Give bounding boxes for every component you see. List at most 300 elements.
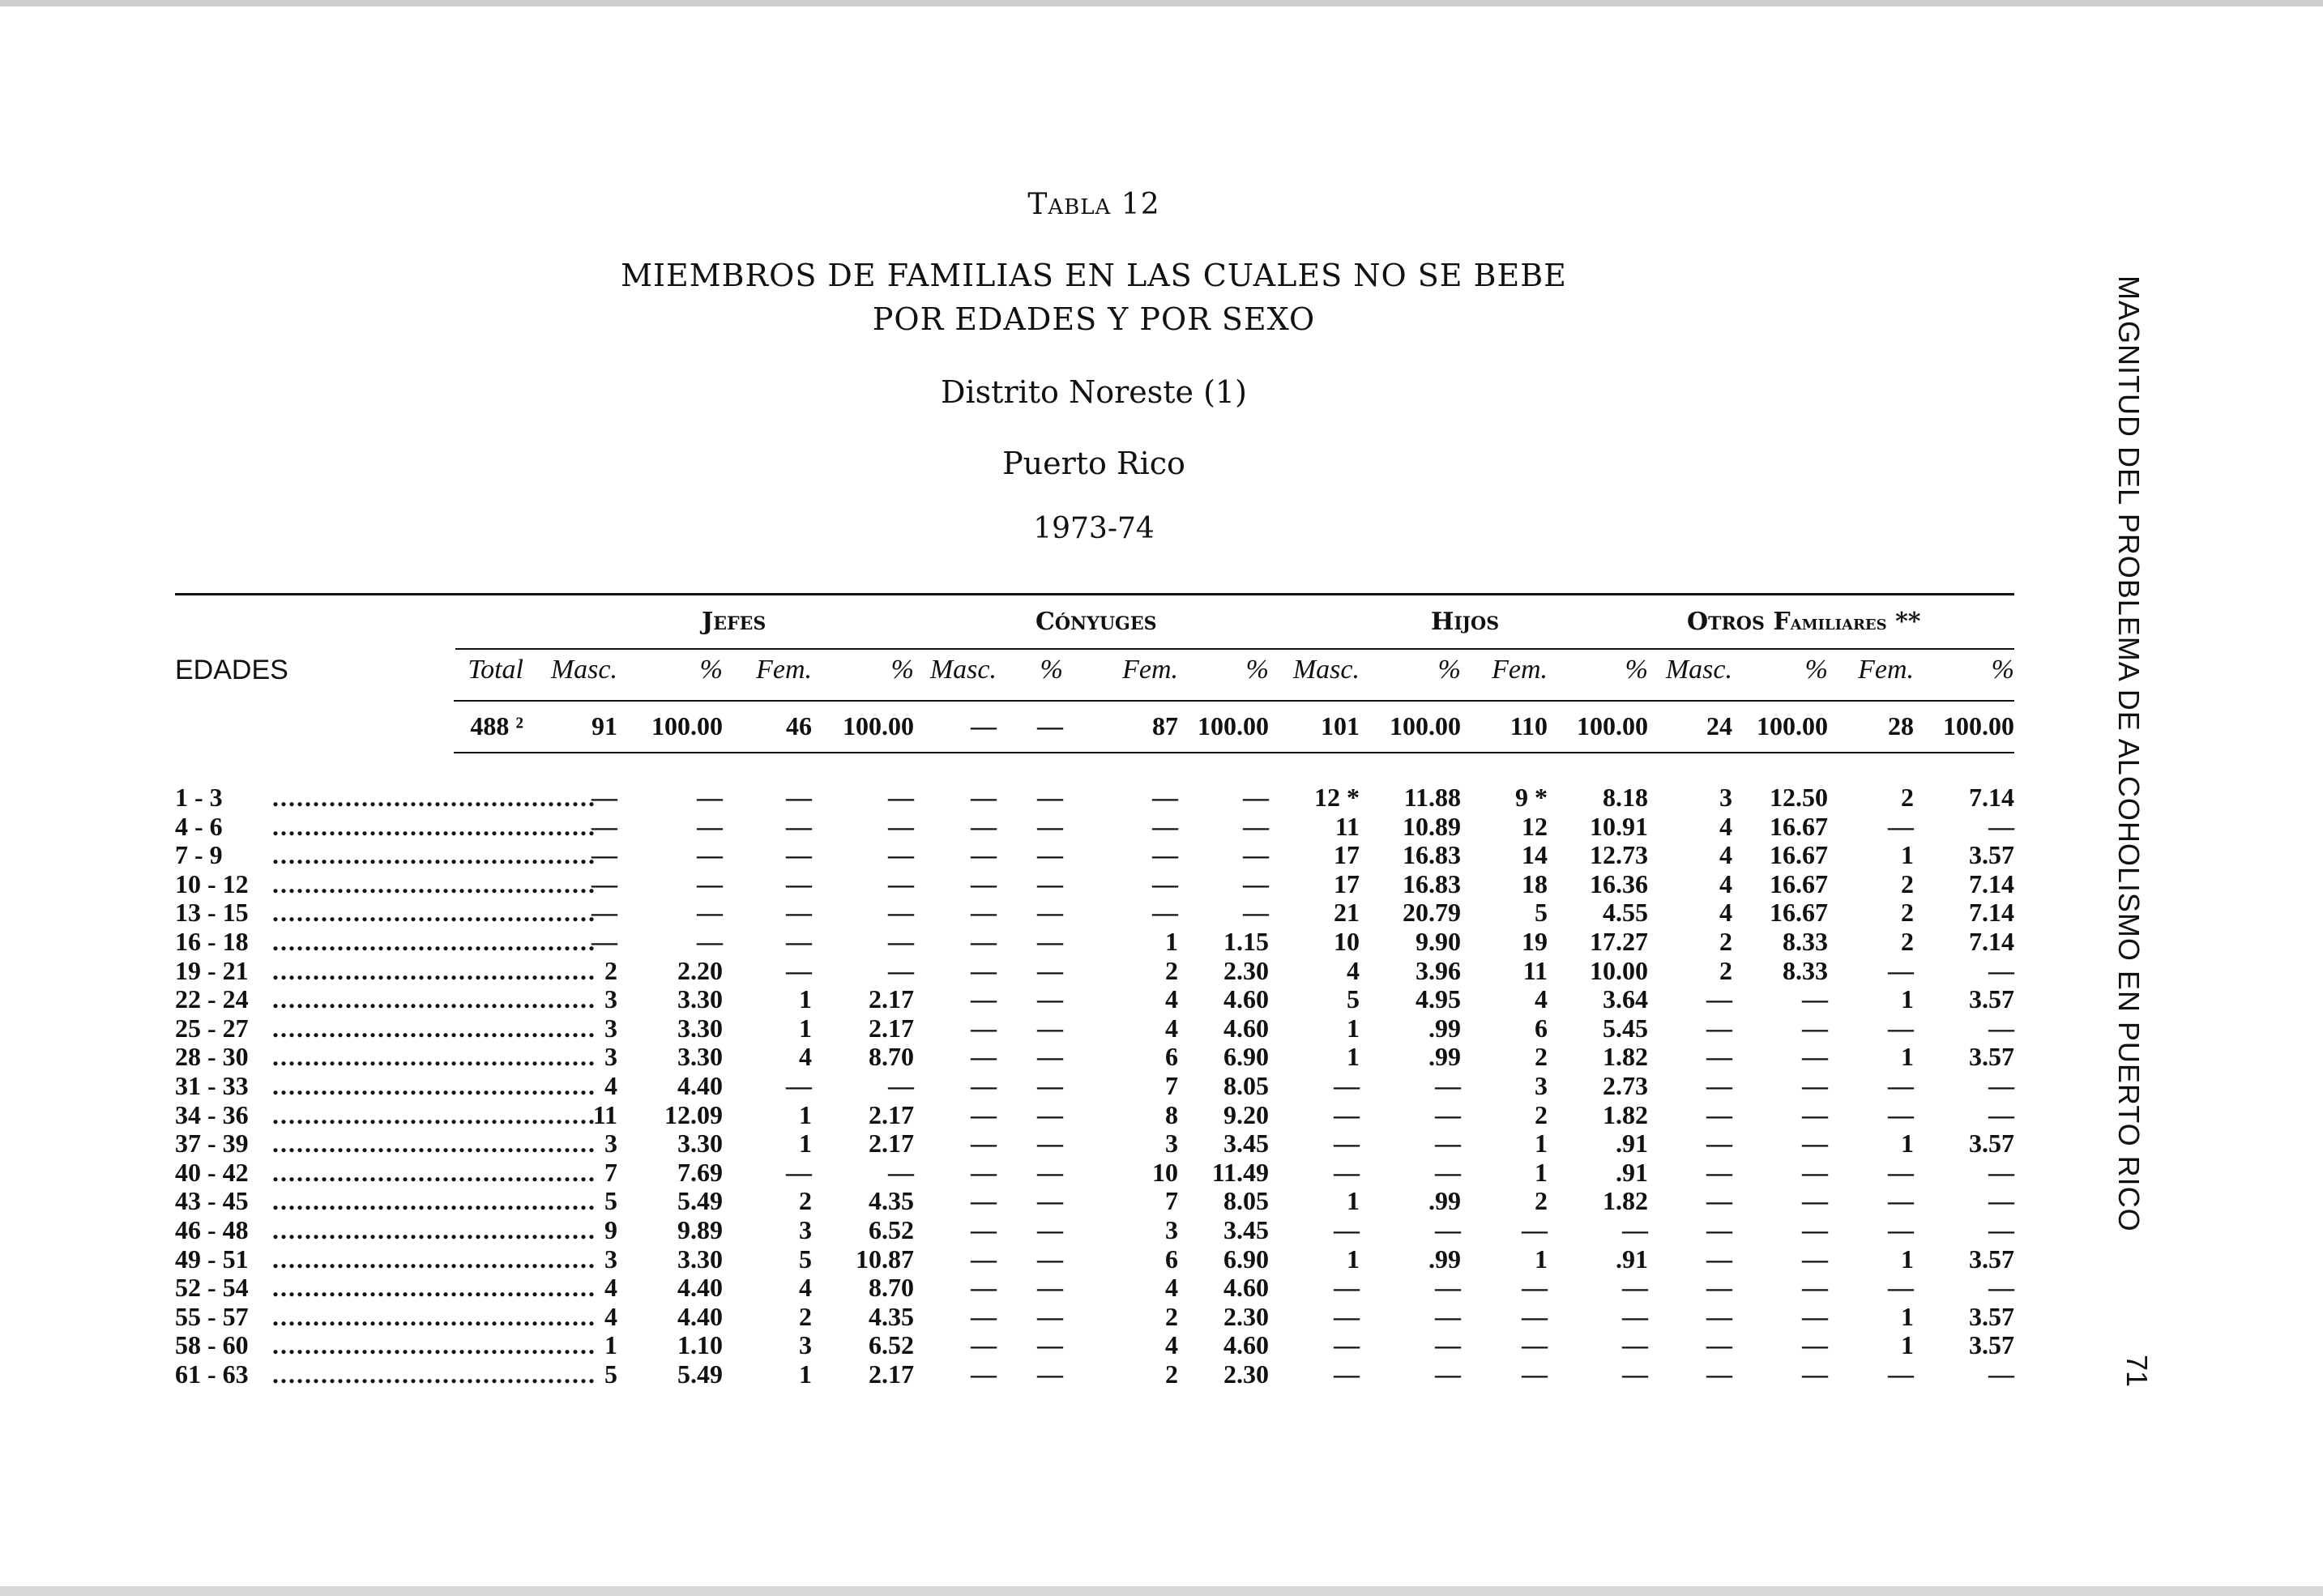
table-cell: 5.45 bbox=[1603, 1014, 1648, 1043]
group-header-jefes: JEFES bbox=[702, 608, 767, 636]
table-cell: 2.17 bbox=[869, 1014, 914, 1043]
age-range-label bbox=[175, 1330, 596, 1359]
leader-dots: ........................................ bbox=[272, 1158, 596, 1187]
column-header-masc: Masc. bbox=[1665, 655, 1732, 685]
table-cell: — bbox=[971, 1014, 997, 1043]
age-range-text: 37 - 39 bbox=[175, 1129, 249, 1158]
table-cell: — bbox=[786, 812, 812, 841]
table-cell: — bbox=[1243, 783, 1269, 812]
table-number: 12 bbox=[1121, 188, 1160, 221]
total-cell: 100.00 bbox=[1577, 711, 1648, 740]
total-cell: — bbox=[1037, 711, 1063, 740]
table-cell: — bbox=[1334, 1359, 1360, 1389]
table-cell: — bbox=[1037, 1100, 1063, 1129]
table-cell: — bbox=[1152, 869, 1178, 898]
age-range-label bbox=[175, 1100, 596, 1129]
table-cell: 3.57 bbox=[1969, 1129, 2014, 1158]
table-cell: 6.90 bbox=[1223, 1244, 1269, 1274]
age-range-text: 10 - 12 bbox=[175, 869, 249, 898]
age-range-label bbox=[175, 1071, 596, 1100]
table-cell: — bbox=[1037, 984, 1063, 1014]
age-range-text: 22 - 24 bbox=[175, 984, 249, 1014]
table-cell: 21 bbox=[1334, 898, 1360, 927]
table-cell: — bbox=[1435, 1302, 1461, 1331]
table-cell: 6.90 bbox=[1223, 1042, 1269, 1071]
table-cell: 4 bbox=[1719, 840, 1732, 869]
table-cell: 3.57 bbox=[1969, 1042, 2014, 1071]
table-row bbox=[175, 1100, 2014, 1129]
table-cell: 5.49 bbox=[677, 1186, 723, 1215]
leader-dots: ........................................ bbox=[272, 1071, 596, 1100]
table-cell: — bbox=[1037, 1186, 1063, 1215]
table-cell: 10.00 bbox=[1590, 956, 1648, 985]
column-header-fem: Fem. bbox=[1858, 655, 1914, 685]
total-row-rule bbox=[454, 752, 2014, 753]
age-range-label bbox=[175, 869, 596, 898]
total-cell: 100.00 bbox=[843, 711, 914, 740]
running-title: MAGNITUD DEL PROBLEMA DE ALCOHOLISMO EN PUERTO RICO bbox=[2112, 275, 2146, 1232]
age-range-label bbox=[175, 1186, 596, 1215]
table-cell: — bbox=[1706, 1215, 1732, 1244]
leader-dots: ........................................ bbox=[272, 1129, 596, 1158]
column-header-pct: % bbox=[1625, 655, 1648, 685]
table-cell: — bbox=[1988, 1014, 2014, 1043]
table-cell: — bbox=[1152, 898, 1178, 927]
table-cell: 5 bbox=[604, 1186, 617, 1215]
table-cell: 3 bbox=[1535, 1071, 1548, 1100]
table-cell: — bbox=[1706, 1129, 1732, 1158]
column-header-pct: % bbox=[890, 655, 914, 685]
table-cell: 16.67 bbox=[1770, 812, 1828, 841]
table-cell: — bbox=[1802, 1186, 1828, 1215]
table-row bbox=[175, 1330, 2014, 1359]
table-cell: — bbox=[591, 869, 617, 898]
age-range-text: 13 - 15 bbox=[175, 898, 249, 927]
district-label: Distrito Noreste (1) bbox=[941, 374, 1247, 410]
table-cell: 2 bbox=[1901, 783, 1914, 812]
age-range-text: 19 - 21 bbox=[175, 956, 249, 985]
table-cell: 3.30 bbox=[677, 1014, 723, 1043]
leader-dots: ........................................ bbox=[272, 1273, 596, 1302]
table-cell: — bbox=[697, 840, 723, 869]
table-cell: 3 bbox=[604, 1129, 617, 1158]
table-cell: — bbox=[1037, 869, 1063, 898]
table-cell: 4 bbox=[1165, 984, 1178, 1014]
total-cell: 91 bbox=[591, 711, 617, 740]
age-range-label bbox=[175, 984, 596, 1014]
age-range-label bbox=[175, 1359, 596, 1389]
table-cell: — bbox=[971, 1273, 997, 1302]
table-cell: — bbox=[971, 927, 997, 956]
table-cell: — bbox=[1888, 1359, 1914, 1389]
table-cell: 16.36 bbox=[1590, 869, 1648, 898]
table-cell: 16.67 bbox=[1770, 898, 1828, 927]
table-cell: — bbox=[1522, 1215, 1548, 1244]
table-cell: — bbox=[1888, 956, 1914, 985]
table-cell: — bbox=[1037, 1359, 1063, 1389]
table-cell: 2 bbox=[1901, 898, 1914, 927]
table-cell: — bbox=[591, 812, 617, 841]
table-cell: — bbox=[1037, 1129, 1063, 1158]
table-cell: — bbox=[971, 1071, 997, 1100]
table-row bbox=[175, 1158, 2014, 1187]
table-cell: 1.82 bbox=[1603, 1100, 1648, 1129]
table-cell: 3.57 bbox=[1969, 1302, 2014, 1331]
table-cell: 2 bbox=[1901, 869, 1914, 898]
table-cell: 10.89 bbox=[1403, 812, 1461, 841]
page-number: 71 bbox=[2120, 1355, 2154, 1388]
table-row bbox=[175, 1359, 2014, 1389]
table-cell: 7.14 bbox=[1969, 927, 2014, 956]
age-range-label bbox=[175, 927, 596, 956]
table-cell: 1 bbox=[1535, 1129, 1548, 1158]
table-cell: — bbox=[1802, 1244, 1828, 1274]
table-cell: 5 bbox=[799, 1244, 812, 1274]
leader-dots: ........................................ bbox=[272, 783, 596, 812]
table-row bbox=[175, 1071, 2014, 1100]
table-cell: 14 bbox=[1522, 840, 1548, 869]
table-cell: 1.10 bbox=[677, 1330, 723, 1359]
table-cell: 5 bbox=[1347, 984, 1360, 1014]
table-cell: — bbox=[1706, 1100, 1732, 1129]
table-cell: — bbox=[1802, 1359, 1828, 1389]
table-cell: — bbox=[971, 1186, 997, 1215]
column-header-total: Total bbox=[468, 655, 523, 685]
table-cell: — bbox=[971, 869, 997, 898]
age-range-label bbox=[175, 783, 596, 812]
table-cell: — bbox=[1435, 1071, 1461, 1100]
table-cell: — bbox=[1802, 1100, 1828, 1129]
table-cell: — bbox=[1802, 1158, 1828, 1187]
table-cell: 1 bbox=[799, 1359, 812, 1389]
table-cell: — bbox=[1334, 1215, 1360, 1244]
table-cell: .91 bbox=[1616, 1129, 1648, 1158]
table-cell: — bbox=[1037, 812, 1063, 841]
table-cell: — bbox=[1152, 812, 1178, 841]
table-cell: 4 bbox=[604, 1273, 617, 1302]
table-cell: 6 bbox=[1535, 1014, 1548, 1043]
total-cell: 87 bbox=[1152, 711, 1178, 740]
table-cell: 11 bbox=[1522, 956, 1548, 985]
table-cell: — bbox=[1435, 1330, 1461, 1359]
table-cell: — bbox=[786, 898, 812, 927]
table-cell: 2 bbox=[1901, 927, 1914, 956]
table-cell: — bbox=[1152, 840, 1178, 869]
table-cell: 11 bbox=[1334, 812, 1360, 841]
table-row bbox=[175, 1129, 2014, 1158]
table-cell: 2.30 bbox=[1223, 1302, 1269, 1331]
table-row bbox=[175, 984, 2014, 1014]
age-range-text: 34 - 36 bbox=[175, 1100, 249, 1129]
age-range-label bbox=[175, 1158, 596, 1187]
table-cell: — bbox=[1988, 1186, 2014, 1215]
table-cell: — bbox=[971, 956, 997, 985]
table-cell: 3 bbox=[604, 984, 617, 1014]
table-cell: — bbox=[971, 783, 997, 812]
table-cell: — bbox=[1988, 1100, 2014, 1129]
table-cell: — bbox=[1706, 1302, 1732, 1331]
age-range-label bbox=[175, 840, 596, 869]
table-cell: 6 bbox=[1165, 1042, 1178, 1071]
table-cell: — bbox=[971, 898, 997, 927]
table-cell: 1 bbox=[799, 1129, 812, 1158]
group-header-hijos: HIJOS bbox=[1431, 608, 1500, 636]
age-range-text: 31 - 33 bbox=[175, 1071, 249, 1100]
table-cell: — bbox=[1037, 1244, 1063, 1274]
table-row bbox=[175, 1215, 2014, 1244]
table-row bbox=[175, 812, 2014, 841]
table-cell: — bbox=[1243, 812, 1269, 841]
table-cell: 1 bbox=[1901, 1244, 1914, 1274]
table-cell: 11 bbox=[592, 1100, 617, 1129]
table-cell: 1 bbox=[1347, 1042, 1360, 1071]
age-range-label bbox=[175, 1215, 596, 1244]
table-row bbox=[175, 783, 2014, 812]
table-cell: — bbox=[1988, 1071, 2014, 1100]
table-cell: — bbox=[591, 927, 617, 956]
table-cell: — bbox=[1435, 1129, 1461, 1158]
table-cell: — bbox=[1037, 927, 1063, 956]
table-cell: — bbox=[1888, 1014, 1914, 1043]
total-cell: 100.00 bbox=[1390, 711, 1461, 740]
table-cell: 4 bbox=[1719, 812, 1732, 841]
table-cell: 1 bbox=[799, 1014, 812, 1043]
table-cell: — bbox=[971, 1359, 997, 1389]
table-cell: 4 bbox=[799, 1042, 812, 1071]
table-cell: 4 bbox=[1719, 869, 1732, 898]
table-cell: — bbox=[1622, 1273, 1648, 1302]
table-cell: 1 bbox=[799, 984, 812, 1014]
table-cell: 3 bbox=[1165, 1215, 1178, 1244]
table-cell: — bbox=[971, 1158, 997, 1187]
table-cell: 8.05 bbox=[1223, 1071, 1269, 1100]
leader-dots: ........................................ bbox=[272, 1359, 596, 1389]
table-cell: — bbox=[1888, 1158, 1914, 1187]
table-cell: — bbox=[1243, 898, 1269, 927]
table-cell: 17.27 bbox=[1590, 927, 1648, 956]
table-cell: — bbox=[1037, 1042, 1063, 1071]
table-cell: 10 bbox=[1152, 1158, 1178, 1187]
table-cell: — bbox=[697, 783, 723, 812]
table-title-line1: MIEMBROS DE FAMILIAS EN LAS CUALES NO SE BEBE bbox=[621, 258, 1567, 293]
table-row bbox=[175, 927, 2014, 956]
table-cell: — bbox=[1037, 1330, 1063, 1359]
table-cell: 2 bbox=[1719, 927, 1732, 956]
table-cell: 3.45 bbox=[1223, 1129, 1269, 1158]
table-cell: 8 bbox=[1165, 1100, 1178, 1129]
age-range-text: 16 - 18 bbox=[175, 927, 249, 956]
table-cell: — bbox=[1888, 1273, 1914, 1302]
table-row bbox=[175, 869, 2014, 898]
table-cell: 1 bbox=[1347, 1014, 1360, 1043]
table-label bbox=[0, 188, 2188, 221]
table-cell: — bbox=[1888, 1071, 1914, 1100]
leader-dots: ........................................ bbox=[272, 1215, 596, 1244]
table-cell: 2.17 bbox=[869, 1129, 914, 1158]
age-range-text: 61 - 63 bbox=[175, 1359, 249, 1389]
table-cell: — bbox=[1334, 1129, 1360, 1158]
table-cell: 4 bbox=[604, 1302, 617, 1331]
table-cell: — bbox=[1706, 1244, 1732, 1274]
total-cell: 110 bbox=[1510, 711, 1548, 740]
table-cell: 3.30 bbox=[677, 1129, 723, 1158]
column-header-fem: Fem. bbox=[756, 655, 812, 685]
leader-dots: ........................................ bbox=[272, 840, 596, 869]
age-range-label bbox=[175, 1042, 596, 1071]
table-cell: 3 bbox=[799, 1330, 812, 1359]
table-cell: — bbox=[1334, 1330, 1360, 1359]
table-cell: 2.17 bbox=[869, 1359, 914, 1389]
table-cell: 6.52 bbox=[869, 1215, 914, 1244]
table-cell: 1 bbox=[1901, 1129, 1914, 1158]
table-cell: 17 bbox=[1334, 840, 1360, 869]
table-cell: 4.40 bbox=[677, 1273, 723, 1302]
table-cell: 12 * bbox=[1314, 783, 1360, 812]
table-cell: 7 bbox=[1165, 1186, 1178, 1215]
table-row bbox=[175, 956, 2014, 985]
table-cell: 4 bbox=[1719, 898, 1732, 927]
table-cell: 4 bbox=[604, 1071, 617, 1100]
table-cell: 6.52 bbox=[869, 1330, 914, 1359]
table-cell: 7.14 bbox=[1969, 869, 2014, 898]
age-range-text: 40 - 42 bbox=[175, 1158, 249, 1187]
table-cell: 2.30 bbox=[1223, 1359, 1269, 1389]
table-cell: — bbox=[1037, 783, 1063, 812]
footnote-marker: ** bbox=[1895, 608, 1921, 636]
table-cell: — bbox=[971, 1215, 997, 1244]
age-range-text: 58 - 60 bbox=[175, 1330, 249, 1359]
table-cell: 1 bbox=[1901, 840, 1914, 869]
table-row bbox=[175, 1042, 2014, 1071]
total-cell: 488 ² bbox=[470, 711, 523, 740]
table-cell: .99 bbox=[1428, 1244, 1461, 1274]
table-cell: 1 bbox=[604, 1330, 617, 1359]
table-cell: — bbox=[1037, 1215, 1063, 1244]
table-cell: — bbox=[1435, 1359, 1461, 1389]
table-cell: — bbox=[1037, 1302, 1063, 1331]
table-cell: 3.64 bbox=[1603, 984, 1648, 1014]
table-cell: 1 bbox=[1165, 927, 1178, 956]
column-header-pct: % bbox=[1437, 655, 1461, 685]
table-cell: — bbox=[1706, 1273, 1732, 1302]
table-cell: — bbox=[1888, 1100, 1914, 1129]
table-cell: 1.82 bbox=[1603, 1042, 1648, 1071]
table-cell: — bbox=[1243, 840, 1269, 869]
table-cell: 4.95 bbox=[1416, 984, 1461, 1014]
table-cell: 12 bbox=[1522, 812, 1548, 841]
table-cell: 20.79 bbox=[1403, 898, 1461, 927]
table-cell: — bbox=[1802, 1129, 1828, 1158]
table-cell: — bbox=[971, 1330, 997, 1359]
table-cell: 4.60 bbox=[1223, 1330, 1269, 1359]
table-cell: 4.40 bbox=[677, 1302, 723, 1331]
table-cell: — bbox=[697, 898, 723, 927]
table-cell: 2 bbox=[1535, 1100, 1548, 1129]
table-cell: — bbox=[1037, 1158, 1063, 1187]
column-header-pct: % bbox=[699, 655, 723, 685]
table-cell: — bbox=[1037, 840, 1063, 869]
years-label: 1973-74 bbox=[1033, 512, 1155, 545]
table-cell: 3.30 bbox=[677, 984, 723, 1014]
table-cell: 19 bbox=[1522, 927, 1548, 956]
leader-dots: ........................................ bbox=[272, 927, 596, 956]
total-cell: 100.00 bbox=[1943, 711, 2014, 740]
table-cell: — bbox=[1988, 1359, 2014, 1389]
table-cell: 2.17 bbox=[869, 984, 914, 1014]
column-header-pct: % bbox=[1991, 655, 2014, 685]
table-cell: — bbox=[1522, 1330, 1548, 1359]
table-cell: 4 bbox=[799, 1273, 812, 1302]
table-cell: — bbox=[1622, 1330, 1648, 1359]
table-cell: — bbox=[1334, 1100, 1360, 1129]
table-cell: 11.49 bbox=[1211, 1158, 1269, 1187]
leader-dots: ........................................ bbox=[272, 812, 596, 841]
table-cell: 1.82 bbox=[1603, 1186, 1648, 1215]
total-row bbox=[175, 711, 2014, 740]
table-cell: 1 bbox=[1347, 1244, 1360, 1274]
table-cell: — bbox=[786, 927, 812, 956]
table-cell: 1 bbox=[1901, 1302, 1914, 1331]
table-cell: 4.60 bbox=[1223, 984, 1269, 1014]
table-cell: 3 bbox=[604, 1014, 617, 1043]
table-cell: 2 bbox=[1165, 1302, 1178, 1331]
table-cell: — bbox=[1802, 1014, 1828, 1043]
age-range-label bbox=[175, 1244, 596, 1274]
table-cell: — bbox=[697, 812, 723, 841]
table-cell: 1 bbox=[1901, 1042, 1914, 1071]
table-cell: 7.14 bbox=[1969, 898, 2014, 927]
age-range-label bbox=[175, 956, 596, 985]
leader-dots: ........................................ bbox=[272, 1302, 596, 1331]
table-cell: — bbox=[1522, 1359, 1548, 1389]
table-cell: — bbox=[1037, 1273, 1063, 1302]
total-cell: 46 bbox=[786, 711, 812, 740]
age-range-text: 52 - 54 bbox=[175, 1273, 249, 1302]
table-cell: — bbox=[888, 1158, 914, 1187]
table-cell: 1 bbox=[1347, 1186, 1360, 1215]
table-cell: — bbox=[1988, 812, 2014, 841]
column-header-pct: % bbox=[1804, 655, 1828, 685]
table-cell: — bbox=[1802, 1330, 1828, 1359]
leader-dots: ........................................ bbox=[272, 1014, 596, 1043]
age-range-text: 43 - 45 bbox=[175, 1186, 249, 1215]
table-cell: — bbox=[1435, 1273, 1461, 1302]
table-cell: — bbox=[1435, 1100, 1461, 1129]
table-cell: 8.33 bbox=[1783, 927, 1828, 956]
table-cell: 2.20 bbox=[677, 956, 723, 985]
table-cell: 4 bbox=[1165, 1330, 1178, 1359]
table-cell: 11.88 bbox=[1403, 783, 1461, 812]
table-cell: 9.89 bbox=[677, 1215, 723, 1244]
table-cell: — bbox=[1152, 783, 1178, 812]
table-cell: 9.20 bbox=[1223, 1100, 1269, 1129]
page-bottom-edge bbox=[0, 1586, 2323, 1596]
table-cell: 3 bbox=[1165, 1129, 1178, 1158]
table-title-line2: POR EDADES Y POR SEXO bbox=[872, 301, 1316, 337]
table-cell: — bbox=[888, 898, 914, 927]
table-cell: 3.96 bbox=[1416, 956, 1461, 985]
table-cell: 3 bbox=[604, 1244, 617, 1274]
table-cell: — bbox=[971, 1042, 997, 1071]
table-cell: 10.91 bbox=[1590, 812, 1648, 841]
total-cell: — bbox=[971, 711, 997, 740]
age-range-label bbox=[175, 1014, 596, 1043]
table-cell: 12.09 bbox=[664, 1100, 723, 1129]
table-cell: — bbox=[1706, 1186, 1732, 1215]
table-cell: 2 bbox=[1535, 1186, 1548, 1215]
table-cell: 18 bbox=[1522, 869, 1548, 898]
table-cell: 16.67 bbox=[1770, 840, 1828, 869]
